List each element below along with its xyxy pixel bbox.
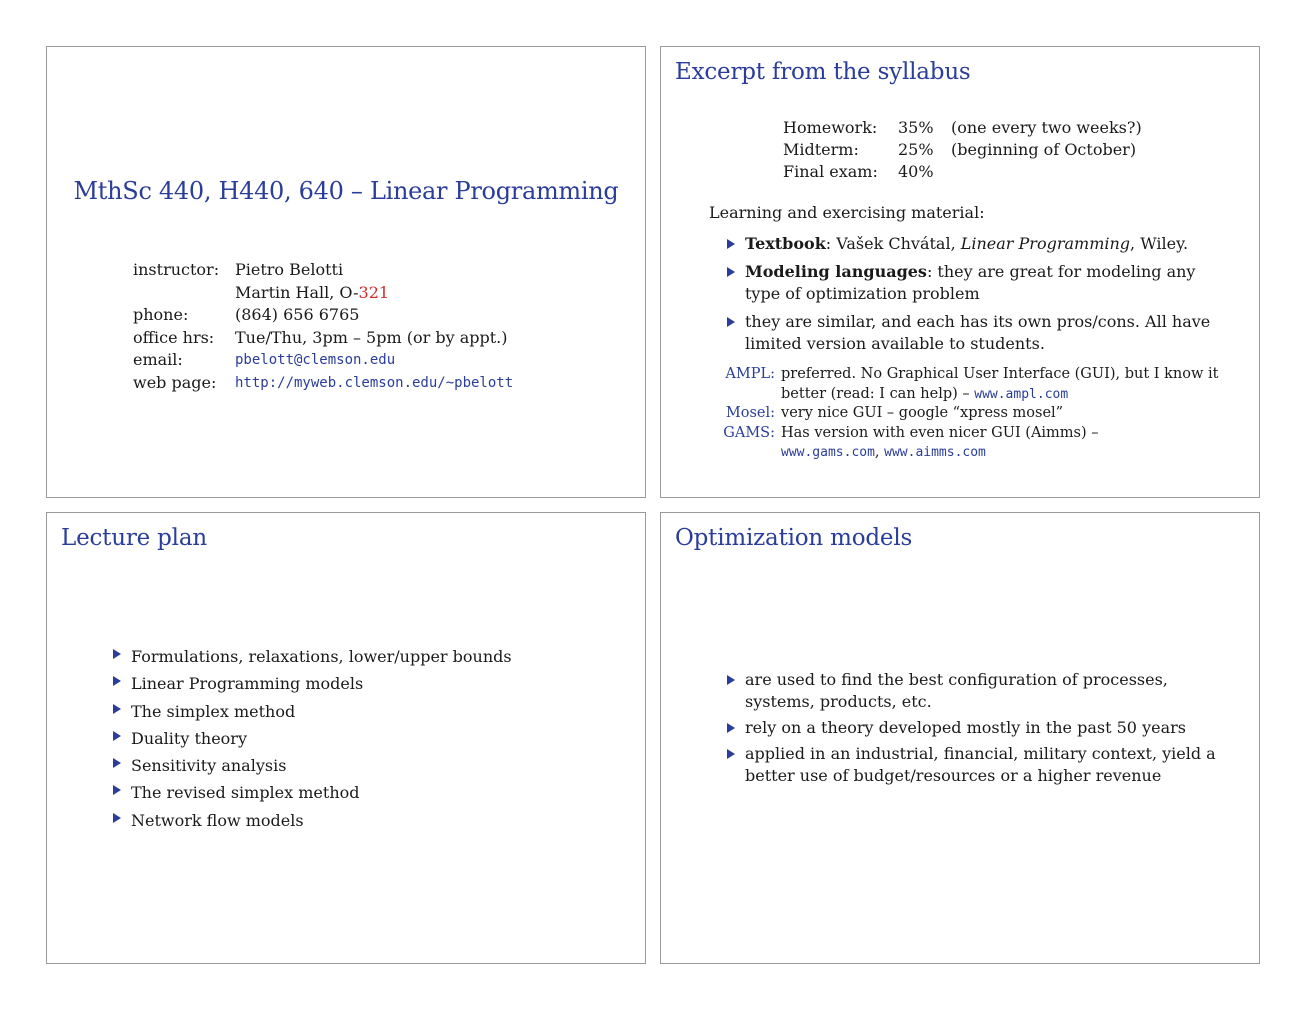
bullet-triangle-icon xyxy=(113,813,121,823)
list-item: Textbook: Vašek Chvátal, Linear Programming, Wiley. xyxy=(727,233,1227,255)
tool-row: Mosel: very nice GUI – google “xpress mosel” xyxy=(725,405,1064,421)
bullet-triangle-icon xyxy=(113,785,121,795)
list-item: The simplex method xyxy=(113,698,512,725)
learning-label: Learning and exercising material: xyxy=(709,203,985,222)
list-item: applied in an industrial, financial, military context, yield a better use of budget/resources or a higher revenue xyxy=(727,743,1227,787)
web-link[interactable]: http://myweb.clemson.edu/~pbelott xyxy=(235,374,514,391)
modeling-tools-list xyxy=(701,365,1221,463)
slide-syllabus xyxy=(660,46,1260,498)
grading-table xyxy=(783,117,1142,183)
bullet-triangle-icon xyxy=(113,649,121,659)
slide-title: Optimization models xyxy=(675,525,913,551)
list-item: they are similar, and each has its own pros/cons. All have limited version available to students. xyxy=(727,311,1227,355)
email-link[interactable]: pbelott@clemson.edu xyxy=(235,352,396,368)
material-list xyxy=(727,233,1227,361)
bullet-triangle-icon xyxy=(113,731,121,741)
aimms-link[interactable]: www.aimms.com xyxy=(884,445,986,460)
optimization-list xyxy=(727,669,1227,791)
bullet-triangle-icon xyxy=(727,317,735,327)
office-location: Martin Hall, O-321 xyxy=(235,282,390,302)
email-label: email: xyxy=(133,350,183,369)
phone-value: (864) 656 6765 xyxy=(235,305,360,324)
bullet-triangle-icon xyxy=(727,675,735,685)
office-number: 321 xyxy=(358,282,390,302)
list-item: are used to find the best configuration of processes, systems, products, etc. xyxy=(727,669,1227,713)
bullet-triangle-icon xyxy=(727,239,735,249)
bullet-triangle-icon xyxy=(113,758,121,768)
tool-row: GAMS: Has version with even nicer GUI (Aimms) – www.gams.com, www.aimms.com xyxy=(723,424,1099,460)
list-item: Network flow models xyxy=(113,807,512,834)
list-item: Modeling languages: they are great for modeling any type of optimization problem xyxy=(727,261,1227,305)
grading-row: Homework: 35% (one every two weeks?) xyxy=(783,118,1142,137)
instructor-info xyxy=(133,259,513,394)
slide-title: Lecture plan xyxy=(61,525,207,551)
grading-row: Final exam: 40% xyxy=(783,162,934,181)
slide-course-info xyxy=(46,46,646,498)
phone-label: phone: xyxy=(133,305,189,324)
web-label: web page: xyxy=(133,372,217,392)
list-item: Sensitivity analysis xyxy=(113,752,512,779)
instructor-name: Pietro Belotti xyxy=(235,260,344,279)
lecture-plan-list xyxy=(113,643,512,834)
slide-title: Excerpt from the syllabus xyxy=(675,59,971,85)
ampl-link[interactable]: www.ampl.com xyxy=(974,386,1069,402)
course-title: MthSc 440, H440, 640 – Linear Programming xyxy=(73,177,619,205)
grading-row: Midterm: 25% (beginning of October) xyxy=(783,140,1137,159)
gams-link[interactable]: www.gams.com xyxy=(781,445,875,460)
slide-lecture-plan xyxy=(46,512,646,964)
list-item: Formulations, relaxations, lower/upper bounds xyxy=(113,643,512,670)
instructor-label: instructor: xyxy=(133,260,220,279)
tool-row: AMPL: preferred. No Graphical User Interface (GUI), but I know it better (read: I can help) – www.ampl.com xyxy=(725,366,1219,402)
hours-value: Tue/Thu, 3pm – 5pm (or by appt.) xyxy=(235,327,508,347)
bullet-triangle-icon xyxy=(727,749,735,759)
hours-label: office hrs: xyxy=(133,327,215,347)
list-item: Linear Programming models xyxy=(113,670,512,697)
list-item: rely on a theory developed mostly in the past 50 years xyxy=(727,717,1227,739)
bullet-triangle-icon xyxy=(113,676,121,686)
bullet-triangle-icon xyxy=(727,723,735,733)
slide-optimization-models xyxy=(660,512,1260,964)
list-item: Duality theory xyxy=(113,725,512,752)
bullet-triangle-icon xyxy=(113,704,121,714)
list-item: The revised simplex method xyxy=(113,779,512,806)
bullet-triangle-icon xyxy=(727,267,735,277)
